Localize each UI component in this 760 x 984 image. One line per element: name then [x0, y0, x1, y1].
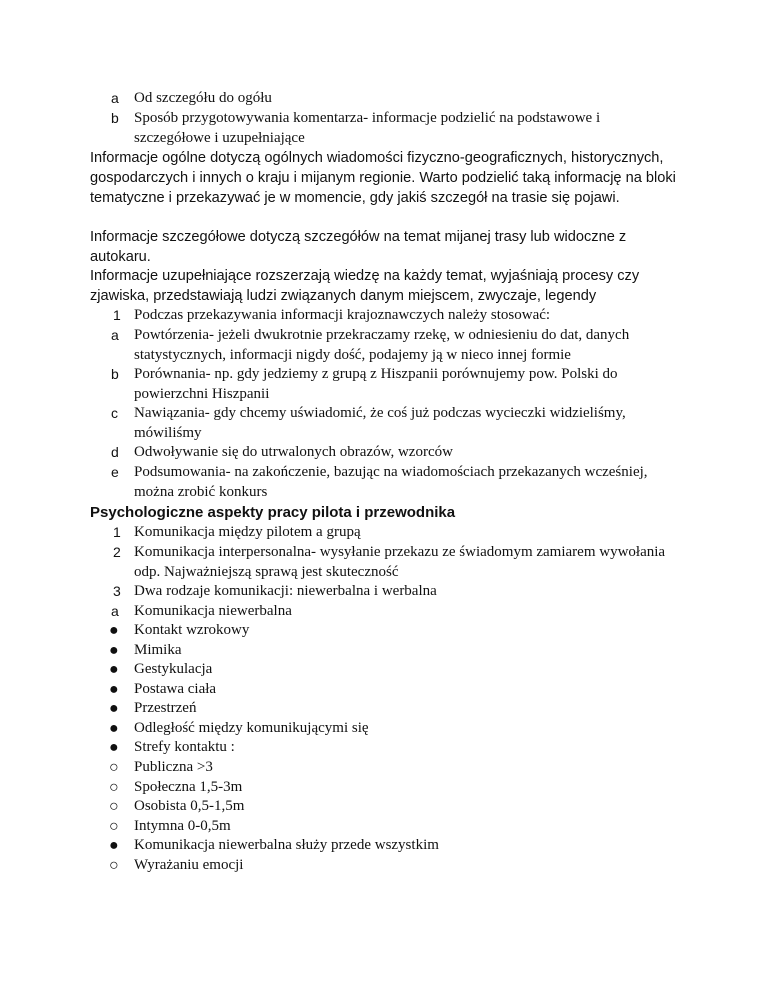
- list-marker: 3: [113, 583, 121, 599]
- paragraph: Informacje uzupełniające rozszerzają wiedzę na każdy temat, wyjaśniają procesy czy zjawiska, przedstawiają ludzi związanych danym miejscem, zwyczaje, legendy: [90, 268, 640, 304]
- circle-bullet-icon: ○: [109, 818, 119, 835]
- list-marker: c: [111, 405, 118, 421]
- list-text: Intymna 0-0,5m: [134, 818, 231, 834]
- bullet-icon: ●: [109, 661, 119, 678]
- list-text: Nawiązania- gdy chcemy uświadomić, że coś już podczas wycieczki widzieliśmy, mówiliśmy: [134, 405, 626, 441]
- list-text: Mimika: [134, 642, 182, 658]
- bullet-icon: ●: [109, 642, 119, 659]
- list-text: Strefy kontaktu :: [134, 739, 235, 755]
- list-marker: 1: [113, 307, 121, 323]
- list-text: Przestrzeń: [134, 700, 197, 716]
- list-text: Gestykulacja: [134, 661, 213, 677]
- list-text: Podsumowania- na zakończenie, bazując na wiadomościach przekazanych wcześniej, można zrobić konkurs: [134, 464, 648, 500]
- list-text: Sposób przygotowywania komentarza- informacje podzielić na podstawowe i szczegółowe i uzupełniające: [134, 110, 601, 146]
- list-text: Publiczna >3: [134, 759, 213, 775]
- list-text: Kontakt wzrokowy: [134, 622, 250, 638]
- list-marker: a: [111, 90, 119, 106]
- list-text: Odległość między komunikującymi się: [134, 720, 369, 736]
- list-marker: b: [111, 366, 119, 382]
- bullet-icon: ●: [109, 739, 119, 756]
- bullet-icon: ●: [109, 837, 119, 854]
- section-heading: Psychologiczne aspekty pracy pilota i przewodnika: [90, 504, 456, 521]
- bullet-icon: ●: [109, 681, 119, 698]
- circle-bullet-icon: ○: [109, 759, 119, 776]
- list-text: Porównania- np. gdy jedziemy z grupą z Hiszpanii porównujemy pow. Polski do powierzchni Hiszpanii: [134, 366, 618, 402]
- list-marker: d: [111, 444, 119, 460]
- list-text: Komunikacja między pilotem a grupą: [134, 524, 361, 540]
- list-text: Odwoływanie się do utrwalonych obrazów, wzorców: [134, 444, 453, 460]
- list-text: Komunikacja niewerbalna: [134, 603, 292, 619]
- paragraph: Informacje szczegółowe dotyczą szczegółów na temat mijanej trasy lub widoczne z autokaru.: [90, 229, 627, 265]
- list-text: Wyrażaniu emocji: [134, 857, 244, 873]
- bullet-icon: ●: [109, 622, 119, 639]
- list-marker: 1: [113, 524, 121, 540]
- list-text: Powtórzenia- jeżeli dwukrotnie przekraczamy rzekę, w odniesieniu do dat, danych statystycznych, informacji nigdy dość, podajemy ją w nieco innej formie: [134, 327, 630, 363]
- list-text: Społeczna 1,5-3m: [134, 779, 243, 795]
- list-marker: b: [111, 110, 119, 126]
- list-text: Dwa rodzaje komunikacji: niewerbalna i werbalna: [134, 583, 437, 599]
- list-text: Podczas przekazywania informacji krajoznawczych należy stosować:: [134, 307, 551, 323]
- list-marker: a: [111, 327, 119, 343]
- paragraph: Informacje ogólne dotyczą ogólnych wiadomości fizyczno-geograficznych, historycznych, gospodarczych i innych o kraju i mijanym regionie. Warto podzielić taką informację na bloki tematyczne i przekazywać je w momencie, gdy jakiś szczegół na trasie się pojawi.: [90, 150, 676, 206]
- list-marker: 2: [113, 544, 121, 560]
- list-text: Komunikacja niewerbalna służy przede wszystkim: [134, 837, 439, 853]
- bullet-icon: ●: [109, 700, 119, 717]
- list-text: Osobista 0,5-1,5m: [134, 798, 245, 814]
- list-text: Od szczegółu do ogółu: [134, 90, 272, 106]
- circle-bullet-icon: ○: [109, 857, 119, 874]
- circle-bullet-icon: ○: [109, 798, 119, 815]
- list-marker: a: [111, 603, 119, 619]
- list-marker: e: [111, 464, 119, 480]
- circle-bullet-icon: ○: [109, 779, 119, 796]
- bullet-icon: ●: [109, 720, 119, 737]
- list-text: Postawa ciała: [134, 681, 217, 697]
- list-text: Komunikacja interpersonalna- wysyłanie przekazu ze świadomym zamiarem wywołania odp. Najważniejszą sprawą jest skuteczność: [134, 544, 666, 580]
